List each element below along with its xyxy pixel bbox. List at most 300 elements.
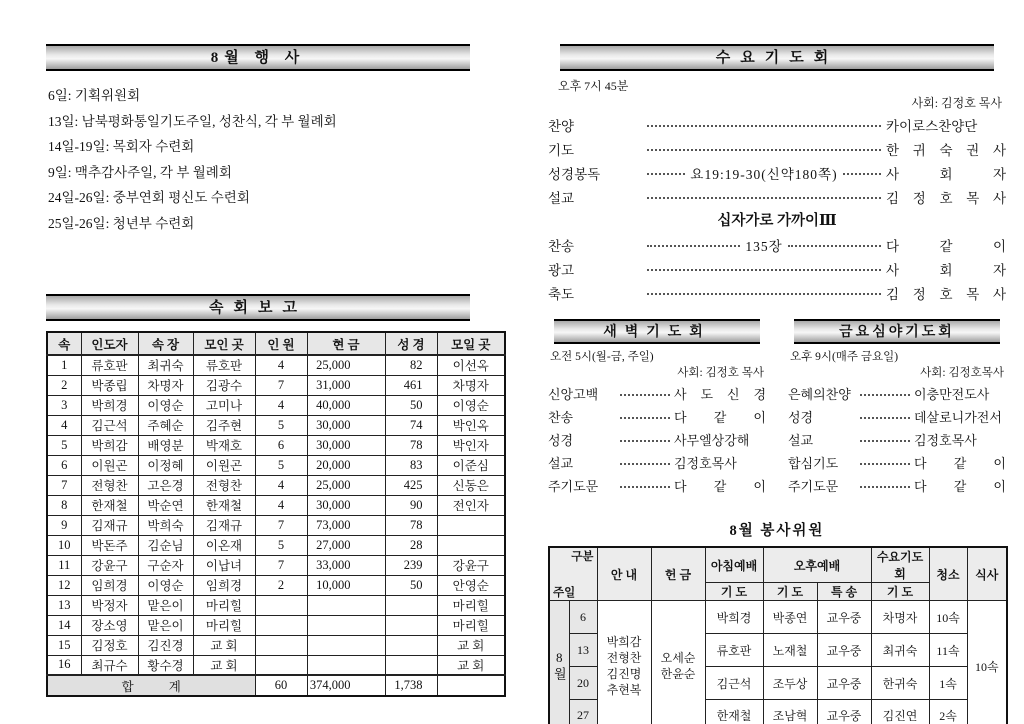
cell-class-no: 3 (47, 395, 81, 415)
cell-attendance: 4 (255, 355, 307, 375)
cell-leader: 김재규 (81, 515, 138, 535)
cell-attendance: 5 (255, 535, 307, 555)
cleaning-cell: 2속 (929, 700, 967, 724)
report-row (47, 355, 505, 375)
cell-leader: 장소영 (81, 615, 138, 635)
dotted-leader (860, 463, 910, 465)
program-row (788, 451, 1006, 474)
report-row (47, 555, 505, 575)
wednesday-program-after (548, 233, 1006, 305)
dotted-leader (620, 417, 670, 419)
friday-title-bar (794, 319, 1000, 344)
dotted-leader (647, 269, 881, 271)
date-cell: 13 (569, 634, 597, 667)
dawn-program (548, 382, 766, 497)
total-attendance: 60 (255, 675, 307, 696)
program-label: 성경 (788, 410, 814, 425)
cell-attendance (255, 655, 307, 675)
section-class-report (46, 294, 504, 697)
col-header-leader: 인도자 (81, 332, 138, 355)
cell-next-place: 전인자 (437, 495, 505, 515)
cell-met-place: 이납녀 (193, 555, 255, 575)
cell-class-head: 이정혜 (138, 455, 193, 475)
cell-met-place: 교 회 (193, 655, 255, 675)
cell-cash (307, 655, 385, 675)
cell-class-no: 8 (47, 495, 81, 515)
dotted-leader (843, 173, 881, 175)
col-header-cash: 현 금 (307, 332, 385, 355)
wednesday-time: 오후 7시 45분 (558, 79, 629, 93)
program-label: 주기도문 (788, 479, 839, 494)
dotted-leader (647, 245, 740, 247)
program-center-text: 요19:19-30(신약180쪽) (690, 167, 838, 182)
class-report-table (46, 331, 506, 697)
cell-cash: 40,000 (307, 395, 385, 415)
cell-attendance: 7 (255, 515, 307, 535)
program-label: 축도 (548, 287, 575, 302)
program-label: 신앙고백 (548, 387, 599, 402)
corner-header-cell (549, 547, 597, 601)
program-row (548, 474, 766, 497)
dawn-time: 오전 5시(월-금, 주일) (550, 351, 654, 363)
offering-name: 한윤순 (660, 667, 696, 682)
left-column (46, 44, 504, 697)
program-label: 찬송 (548, 410, 574, 425)
sermon-title: 십자가로 가까이Ⅲ (717, 213, 837, 229)
dotted-leader (620, 440, 670, 442)
wednesday-prayer-cell: 한귀숙 (871, 667, 929, 700)
cell-bible: 82 (385, 355, 437, 375)
cell-class-head: 이영순 (138, 575, 193, 595)
guide-name: 박희감 (606, 635, 642, 650)
cell-bible: 83 (385, 455, 437, 475)
cell-bible (385, 655, 437, 675)
cell-class-no: 2 (47, 375, 81, 395)
cell-leader: 최규수 (81, 655, 138, 675)
cell-bible: 50 (385, 395, 437, 415)
program-value: 카이로스찬양단 (886, 119, 978, 134)
cell-met-place: 박재호 (193, 435, 255, 455)
program-label: 기도 (548, 143, 575, 158)
dotted-leader (860, 417, 910, 419)
cell-attendance: 7 (255, 555, 307, 575)
cell-attendance: 4 (255, 495, 307, 515)
dotted-leader (620, 463, 670, 465)
header-meal: 식사 (967, 547, 1007, 601)
special-song-cell: 교우중 (817, 601, 871, 634)
cell-class-no: 15 (47, 635, 81, 655)
cell-cash: 20,000 (307, 455, 385, 475)
events-title: 8월 행 사 (210, 50, 306, 66)
corner-label-category: 구분 (571, 551, 594, 563)
header-morning-service: 아침예배 (705, 547, 763, 583)
cell-class-head: 김순님 (138, 535, 193, 555)
cell-leader: 박종립 (81, 375, 138, 395)
cell-class-no: 10 (47, 535, 81, 555)
report-row (47, 515, 505, 535)
afternoon-prayer-cell: 박종연 (763, 601, 817, 634)
cell-leader: 김근석 (81, 415, 138, 435)
report-row (47, 635, 505, 655)
cell-class-no: 11 (47, 555, 81, 575)
cell-met-place: 이온재 (193, 535, 255, 555)
section-friday-prayer (788, 319, 1006, 497)
cell-attendance: 4 (255, 395, 307, 415)
morning-prayer-cell: 한재철 (705, 700, 763, 724)
cell-leader: 박희경 (81, 395, 138, 415)
report-row (47, 455, 505, 475)
right-column (548, 44, 1006, 724)
program-row (548, 161, 1006, 185)
guide-names-cell (597, 601, 651, 724)
cell-bible: 239 (385, 555, 437, 575)
guide-name: 김진명 (606, 667, 642, 682)
report-total-row (47, 675, 505, 696)
cell-next-place: 이선옥 (437, 355, 505, 375)
cell-leader: 한재철 (81, 495, 138, 515)
program-row (548, 382, 766, 405)
cell-attendance: 5 (255, 415, 307, 435)
program-value: 다 같 이 (914, 479, 1006, 494)
cell-cash: 27,000 (307, 535, 385, 555)
program-row (548, 113, 1006, 137)
program-value: 김정호목사 (674, 456, 737, 471)
cell-bible (385, 635, 437, 655)
cell-leader: 전형찬 (81, 475, 138, 495)
program-value: 사 회 자 (886, 167, 1006, 182)
program-value: 다 같 이 (674, 410, 766, 425)
total-next-place-empty (437, 675, 505, 696)
program-value: 사 도 신 경 (674, 387, 766, 402)
offering-names-cell (651, 601, 705, 724)
cleaning-cell: 10속 (929, 601, 967, 634)
program-label: 성경 (548, 433, 574, 448)
event-item: 25일-26일: 청년부 수련회 (48, 215, 195, 231)
cell-cash: 33,000 (307, 555, 385, 575)
program-label: 설교 (548, 456, 574, 471)
events-title-bar (46, 44, 470, 71)
wednesday-title-bar (560, 44, 994, 71)
half-sections (548, 319, 1006, 497)
cell-next-place: 마리힐 (437, 615, 505, 635)
cell-next-place: 강윤구 (437, 555, 505, 575)
header-offering: 헌 금 (651, 547, 705, 601)
cell-met-place: 김재규 (193, 515, 255, 535)
dotted-leader (647, 125, 881, 127)
cell-attendance (255, 595, 307, 615)
cell-cash (307, 635, 385, 655)
col-header-attendance: 인 원 (255, 332, 307, 355)
event-item: 24일-26일: 중부연회 평신도 수련회 (48, 190, 250, 205)
program-value: 이충만전도사 (914, 387, 990, 402)
cell-leader: 김정호 (81, 635, 138, 655)
report-title-bar (46, 294, 470, 321)
cell-next-place: 신동은 (437, 475, 505, 495)
cell-next-place: 이영순 (437, 395, 505, 415)
cell-cash: 73,000 (307, 515, 385, 535)
cell-met-place: 마리힐 (193, 615, 255, 635)
program-label: 광고 (548, 263, 575, 278)
cell-leader: 박돈주 (81, 535, 138, 555)
cell-class-head: 배영분 (138, 435, 193, 455)
volunteers-table (548, 546, 1008, 724)
col-header-next-place: 모일 곳 (437, 332, 505, 355)
report-row (47, 435, 505, 455)
cleaning-cell: 1속 (929, 667, 967, 700)
cell-class-no: 13 (47, 595, 81, 615)
wednesday-prayer-cell: 김진연 (871, 700, 929, 724)
cell-leader: 이원곤 (81, 455, 138, 475)
cell-leader: 강윤구 (81, 555, 138, 575)
cleaning-cell: 11속 (929, 634, 967, 667)
total-bible: 1,738 (385, 675, 437, 696)
friday-moderator: 사회: 김정호목사 (920, 367, 1004, 379)
cell-met-place: 교 회 (193, 635, 255, 655)
cell-class-no: 16 (47, 655, 81, 675)
cell-next-place (437, 535, 505, 555)
cell-class-no: 1 (47, 355, 81, 375)
cell-class-head: 최귀숙 (138, 355, 193, 375)
report-row (47, 615, 505, 635)
morning-prayer-cell: 김근석 (705, 667, 763, 700)
cell-bible: 78 (385, 435, 437, 455)
cell-class-head: 박순연 (138, 495, 193, 515)
cell-met-place: 임희경 (193, 575, 255, 595)
cell-bible (385, 595, 437, 615)
cell-class-head: 박희숙 (138, 515, 193, 535)
cell-class-head: 구순자 (138, 555, 193, 575)
col-header-class-no: 속 (47, 332, 81, 355)
cell-met-place: 김주현 (193, 415, 255, 435)
cell-bible: 90 (385, 495, 437, 515)
section-august-events (46, 44, 504, 236)
cell-cash: 25,000 (307, 355, 385, 375)
program-label: 주기도문 (548, 479, 599, 494)
program-row (788, 428, 1006, 451)
cell-next-place: 교 회 (437, 635, 505, 655)
program-row (788, 382, 1006, 405)
report-row (47, 395, 505, 415)
program-label: 설교 (788, 433, 814, 448)
corner-label-sunday: 주일 (553, 587, 576, 599)
dawn-title: 새벽기도회 (603, 325, 711, 340)
cell-bible: 74 (385, 415, 437, 435)
wednesday-prayer-cell: 최귀숙 (871, 634, 929, 667)
special-song-cell: 교우중 (817, 634, 871, 667)
offering-name: 오세순 (660, 651, 696, 666)
program-value: 데살로니가전서 (914, 410, 1002, 425)
cell-leader: 박희감 (81, 435, 138, 455)
guide-name: 추현복 (606, 683, 642, 698)
dawn-title-bar (554, 319, 760, 344)
wednesday-title: 수요기도회 (715, 50, 839, 66)
cell-next-place: 박인옥 (437, 415, 505, 435)
dotted-leader (647, 173, 685, 175)
cell-cash: 25,000 (307, 475, 385, 495)
total-cash: 374,000 (307, 675, 385, 696)
report-row (47, 655, 505, 675)
date-cell: 27 (569, 700, 597, 724)
cell-attendance: 7 (255, 375, 307, 395)
dawn-moderator: 사회: 김정호 목사 (677, 367, 764, 379)
program-row (548, 137, 1006, 161)
report-title: 속회보고 (209, 300, 307, 316)
program-label: 성경봉독 (548, 167, 601, 182)
cell-class-head: 고은경 (138, 475, 193, 495)
dotted-leader (620, 486, 670, 488)
event-item: 9일: 맥추감사주일, 각 부 월례회 (48, 164, 232, 180)
wednesday-moderator: 사회: 김정호 목사 (911, 96, 1002, 110)
cell-bible: 28 (385, 535, 437, 555)
friday-time: 오후 9시(매주 금요일) (790, 351, 899, 363)
program-label: 찬송 (548, 239, 575, 254)
cell-bible: 78 (385, 515, 437, 535)
event-item: 6일: 기획위원회 (48, 88, 141, 103)
cell-class-head: 이영순 (138, 395, 193, 415)
cell-met-place: 한재철 (193, 495, 255, 515)
report-row (47, 375, 505, 395)
program-value: 사 회 자 (886, 263, 1006, 278)
program-row (548, 405, 766, 428)
date-cell: 20 (569, 667, 597, 700)
program-row (788, 474, 1006, 497)
program-value: 다 같 이 (674, 479, 766, 494)
afternoon-prayer-cell: 노재철 (763, 634, 817, 667)
cell-attendance (255, 615, 307, 635)
cell-met-place: 마리힐 (193, 595, 255, 615)
cell-met-place: 고미나 (193, 395, 255, 415)
cell-next-place: 차명자 (437, 375, 505, 395)
cell-bible: 425 (385, 475, 437, 495)
friday-program (788, 382, 1006, 497)
cell-leader: 류호판 (81, 355, 138, 375)
dotted-leader (647, 293, 881, 295)
program-label: 합심기도 (788, 456, 839, 471)
program-value: 김정호목사 (914, 433, 977, 448)
program-label: 찬양 (548, 119, 575, 134)
report-row (47, 595, 505, 615)
report-row (47, 535, 505, 555)
cell-class-head: 차명자 (138, 375, 193, 395)
cell-class-no: 14 (47, 615, 81, 635)
cell-next-place: 마리힐 (437, 595, 505, 615)
meal-cell: 10속 (967, 601, 1007, 724)
cell-attendance: 4 (255, 475, 307, 495)
program-row (788, 405, 1006, 428)
program-row (548, 257, 1006, 281)
date-cell: 6 (569, 601, 597, 634)
program-row (548, 451, 766, 474)
cell-met-place: 이원곤 (193, 455, 255, 475)
cell-bible: 50 (385, 575, 437, 595)
header-afternoon-prayer: 기 도 (763, 583, 817, 601)
cell-class-head: 맡은이 (138, 615, 193, 635)
program-row (548, 185, 1006, 209)
event-item: 14일-19일: 목회자 수련회 (48, 139, 195, 154)
cell-cash: 31,000 (307, 375, 385, 395)
cell-attendance (255, 635, 307, 655)
program-label: 은혜의찬양 (788, 387, 851, 402)
report-header-row (47, 332, 505, 355)
morning-prayer-cell: 류호판 (705, 634, 763, 667)
cell-bible (385, 615, 437, 635)
dotted-leader (620, 394, 670, 396)
program-label: 설교 (548, 191, 575, 206)
report-row (47, 415, 505, 435)
cell-cash: 30,000 (307, 495, 385, 515)
report-row (47, 495, 505, 515)
cell-attendance: 2 (255, 575, 307, 595)
section-dawn-prayer (548, 319, 766, 497)
volunteers-header-row-1 (549, 547, 1007, 583)
guide-name: 전형찬 (606, 651, 642, 666)
header-wednesday-prayer: 기 도 (871, 583, 929, 601)
program-center-text: 135장 (745, 239, 783, 254)
header-guide: 안 내 (597, 547, 651, 601)
volunteers-title: 8월 봉사위원 (729, 523, 825, 539)
dotted-leader (860, 440, 910, 442)
cell-met-place: 류호판 (193, 355, 255, 375)
cell-met-place: 전형찬 (193, 475, 255, 495)
afternoon-prayer-cell: 조두상 (763, 667, 817, 700)
header-wednesday-service: 수요기도회 (871, 547, 929, 583)
special-song-cell: 교우중 (817, 700, 871, 724)
dotted-leader (860, 486, 910, 488)
dotted-leader (788, 245, 881, 247)
report-row (47, 575, 505, 595)
cell-attendance: 6 (255, 435, 307, 455)
col-header-class-head: 속 장 (138, 332, 193, 355)
header-special-song: 특 송 (817, 583, 871, 601)
friday-title: 금요심야기도회 (839, 325, 955, 340)
program-value: 한 귀 숙 권 사 (886, 143, 1006, 158)
wednesday-prayer-cell: 차명자 (871, 601, 929, 634)
header-afternoon-service: 오후예배 (763, 547, 871, 583)
total-label: 합 계 (47, 675, 255, 696)
cell-class-head: 주혜순 (138, 415, 193, 435)
program-value: 김 정 호 목 사 (886, 191, 1006, 206)
cell-class-head: 황수경 (138, 655, 193, 675)
events-list (48, 83, 504, 236)
cell-next-place: 이준심 (437, 455, 505, 475)
cell-cash: 30,000 (307, 435, 385, 455)
cell-next-place: 교 회 (437, 655, 505, 675)
program-row (548, 428, 766, 451)
cell-next-place: 안영순 (437, 575, 505, 595)
section-wednesday-prayer (548, 44, 1006, 305)
cell-next-place: 박인자 (437, 435, 505, 455)
cell-class-no: 4 (47, 415, 81, 435)
section-volunteers (548, 519, 1006, 724)
program-value: 김 정 호 목 사 (886, 287, 1006, 302)
report-row (47, 475, 505, 495)
program-value: 다 같 이 (886, 239, 1007, 254)
col-header-bible: 성 경 (385, 332, 437, 355)
cell-leader: 박정자 (81, 595, 138, 615)
cell-met-place: 김광수 (193, 375, 255, 395)
cell-cash (307, 615, 385, 635)
cell-class-no: 7 (47, 475, 81, 495)
cell-cash (307, 595, 385, 615)
cell-class-head: 맡은이 (138, 595, 193, 615)
cell-attendance: 5 (255, 455, 307, 475)
dotted-leader (860, 394, 910, 396)
program-row (548, 281, 1006, 305)
cell-bible: 461 (385, 375, 437, 395)
program-value: 다 같 이 (914, 456, 1006, 471)
cell-cash: 30,000 (307, 415, 385, 435)
header-cleaning: 청소 (929, 547, 967, 601)
